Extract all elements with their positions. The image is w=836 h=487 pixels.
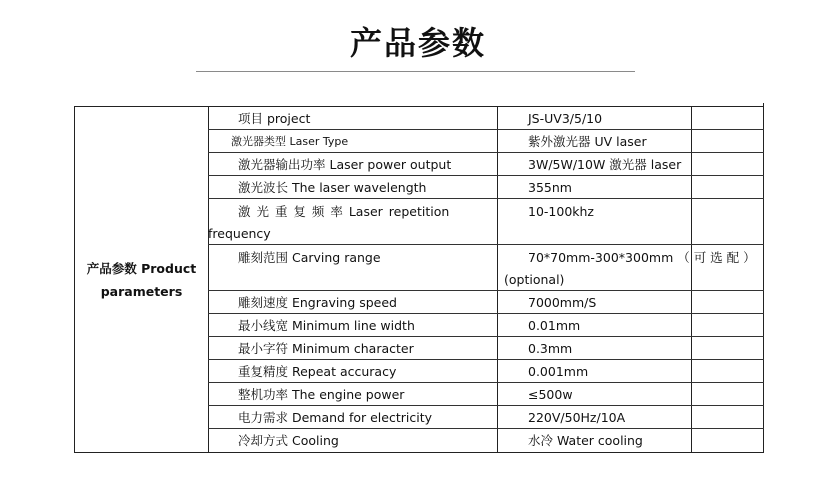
- value-laser-repetition: 10-100khz: [528, 204, 594, 219]
- param-laser-power-output: 激光器输出功率 Laser power output: [238, 157, 452, 172]
- param-repeat-accuracy: 重复精度 Repeat accuracy: [238, 364, 397, 379]
- value-engraving-speed: 7000mm/S: [528, 295, 597, 310]
- row-line: [208, 290, 764, 291]
- param-minimum-line-width: 最小线宽 Minimum line width: [238, 318, 415, 333]
- value-laser-power-output: 3W/5W/10W 激光器 laser: [528, 157, 682, 172]
- param-laser-repetition-line-1: 激 光 重 复 频 率 Laser repetition: [238, 204, 450, 219]
- value-minimum-line-width: 0.01mm: [528, 318, 581, 333]
- value-demand-for-electricity: 220V/50Hz/10A: [528, 410, 626, 425]
- param-demand-for-electricity: 电力需求 Demand for electricity: [238, 410, 433, 425]
- group-label-line-1: 产品参数 Product: [86, 260, 197, 276]
- value-cooling: 水冷 Water cooling: [528, 433, 643, 448]
- param-carving-range: 雕刻范围 Carving range: [238, 250, 381, 265]
- param-engraving-speed: 雕刻速度 Engraving speed: [238, 295, 397, 310]
- page-title: 产品参数: [349, 24, 486, 62]
- value-laser-type: 紫外激光器 UV laser: [528, 134, 647, 149]
- param-minimum-character: 最小字符 Minimum character: [238, 341, 414, 356]
- value-carving-range-line-1: 70*70mm-300*300mm （ 可 选 配 ）: [528, 250, 756, 265]
- param-cooling: 冷却方式 Cooling: [238, 433, 339, 448]
- param-laser-repetition-line-2: frequency: [208, 226, 271, 241]
- value-repeat-accuracy: 0.001mm: [528, 364, 589, 379]
- param-project: 项目 project: [238, 111, 311, 126]
- column-divider-2: [497, 107, 498, 452]
- value-project: JS-UV3/5/10: [528, 111, 603, 126]
- group-label: [74, 107, 209, 452]
- title-divider: [196, 71, 635, 72]
- param-engine-power: 整机功率 The engine power: [238, 387, 405, 402]
- product-parameters-table: [74, 106, 764, 453]
- column-divider-3: [691, 107, 692, 452]
- value-carving-range-line-2: (optional): [504, 272, 565, 287]
- table-right-border: [763, 103, 764, 452]
- group-label-line-2: parameters: [100, 283, 183, 299]
- param-laser-type: 激光器类型 Laser Type: [231, 135, 349, 148]
- value-engine-power: ≤500w: [528, 387, 573, 402]
- value-minimum-character: 0.3mm: [528, 341, 573, 356]
- value-laser-wavelength: 355nm: [528, 180, 572, 195]
- row-line: [208, 244, 764, 245]
- param-laser-wavelength: 激光波长 The laser wavelength: [238, 180, 427, 195]
